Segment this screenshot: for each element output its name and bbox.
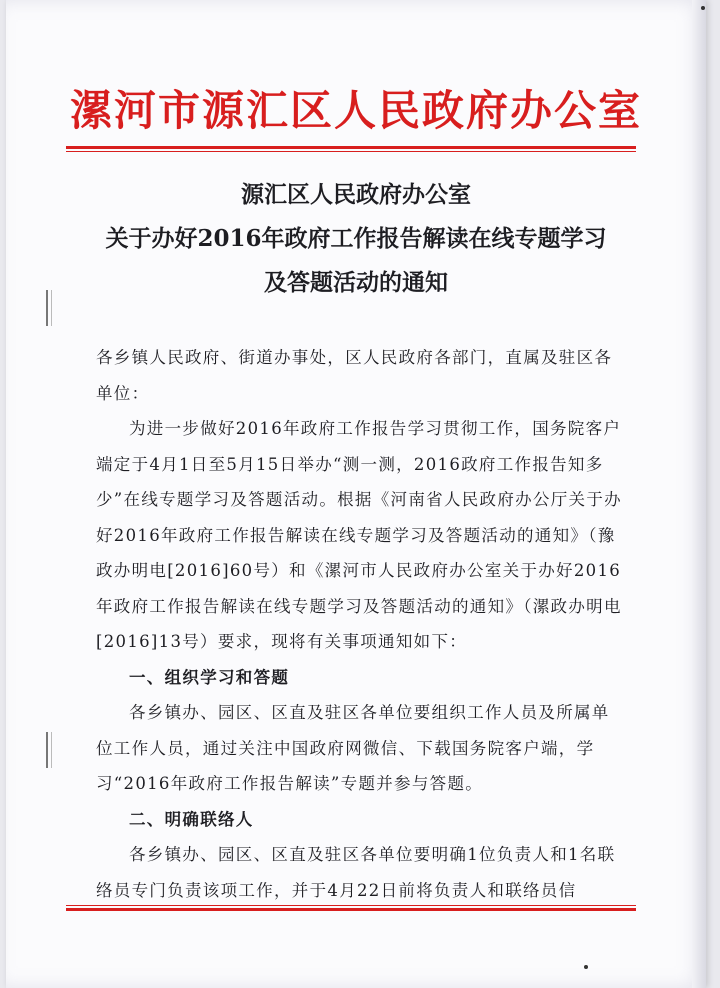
paper-speck bbox=[701, 6, 705, 10]
section-heading-2: 二、明确联络人 bbox=[129, 809, 254, 829]
document-title bbox=[6, 173, 706, 305]
paper-edge-shadow bbox=[692, 0, 706, 988]
paper-speck bbox=[584, 965, 588, 969]
salutation: 各乡镇人民政府、街道办事处，区人民政府各部门，直属及驻区各单位： bbox=[96, 348, 613, 403]
letterhead-divider bbox=[66, 146, 636, 152]
footer-divider bbox=[66, 905, 636, 911]
document-page bbox=[6, 0, 706, 988]
title-line-2: 关于办好2016年政府工作报告解读在线专题学习 bbox=[105, 225, 607, 252]
letterhead: 漯河市源汇区人民政府办公室 bbox=[69, 86, 642, 135]
section-heading-1: 一、组织学习和答题 bbox=[129, 667, 290, 687]
paragraph-section-2: 各乡镇办、园区、区直及驻区各单位要明确1位负责人和1名联络员专门负责该项工作，并于4月22日前将负责人和联络员信 bbox=[96, 845, 616, 900]
document-body bbox=[96, 340, 626, 908]
title-line-1: 源汇区人民政府办公室 bbox=[241, 181, 471, 208]
paragraph-intro: 为进一步做好2016年政府工作报告学习贯彻工作，国务院客户端定于4月1日至5月15日举办“测一测，2016政府工作报告知多少”在线专题学习及答题活动。根据《河南省人民政府办公厅关于办好2016年政府工作报告解读在线专题学习及答题活动的通知》（豫政办明电[2016]60号）和《漯河市人民政府办公室关于办好2016年政府工作报告解读在线专题学习及答题活动的通知》（漯政办明电[2016]13号）要求，现将有关事项通知如下： bbox=[96, 419, 622, 651]
title-line-3: 及答题活动的通知 bbox=[264, 269, 448, 296]
staple-mark bbox=[46, 732, 52, 768]
paragraph-section-1: 各乡镇办、园区、区直及驻区各单位要组织工作人员及所属单位工作人员，通过关注中国政府网微信、下载国务院客户端，学习“2016年政府工作报告解读”专题并参与答题。 bbox=[96, 703, 610, 793]
